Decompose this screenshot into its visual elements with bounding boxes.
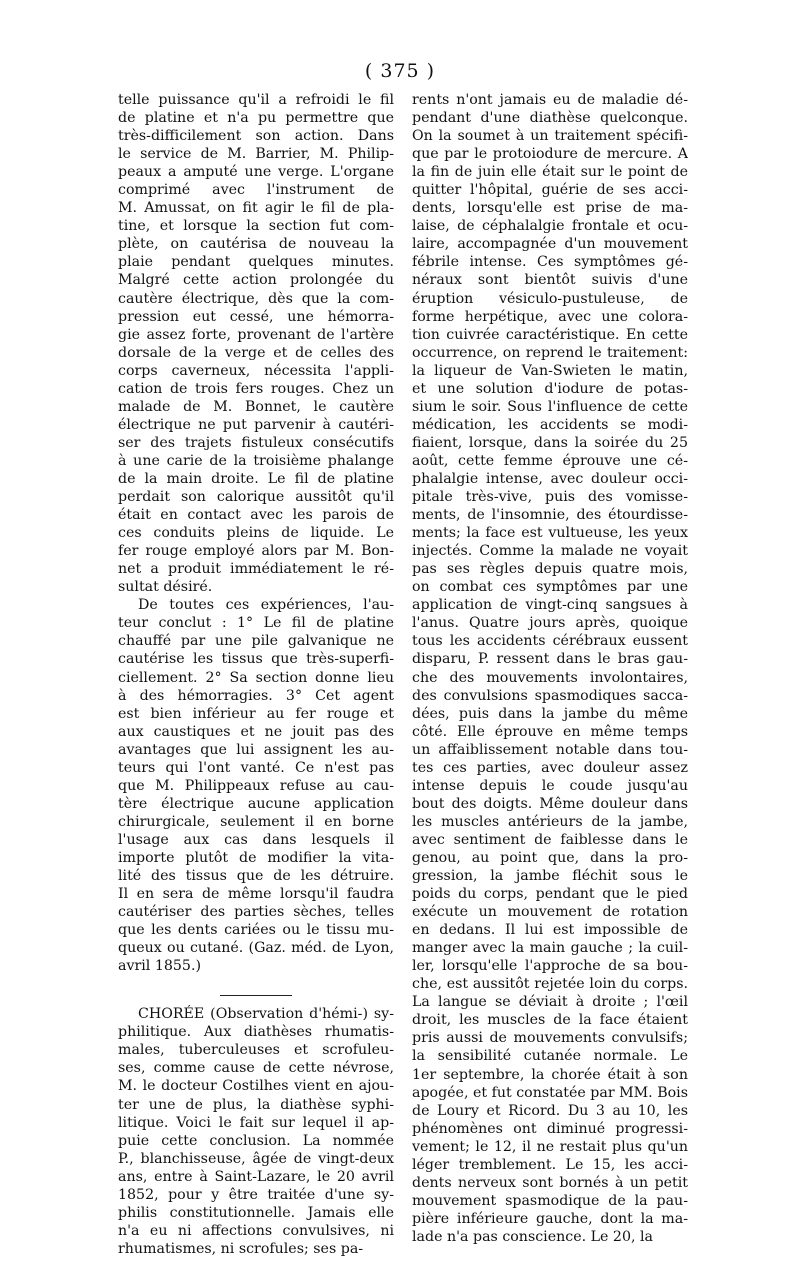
text-line: dents, lorsqu'elle est prise de ma- xyxy=(412,200,688,217)
text-line: perdait son calorique aussitôt qu'il xyxy=(118,489,394,506)
text-line: intense depuis le coude jusqu'au xyxy=(412,777,688,794)
text-line: queux ou cutané. (Gaz. méd. de Lyon, xyxy=(118,940,394,957)
paragraph-pile-platine xyxy=(118,91,394,596)
text-line: un affaiblissement notable dans tou- xyxy=(412,741,688,758)
paragraph-choree xyxy=(118,1005,394,1258)
text-line: avec sentiment de faiblesse dans le xyxy=(412,831,688,848)
text-line: plaie pendant quelques minutes. xyxy=(118,254,394,271)
text-line: lité des tissus que de les détruire. xyxy=(118,868,394,885)
text-line: pière inférieure gauche, dont la ma- xyxy=(412,1210,688,1227)
text-line: ser des trajets fistuleux consécutifs xyxy=(118,434,394,451)
text-line: quitter l'hôpital, guérie de ses acci- xyxy=(412,182,688,199)
text-line: cautère électrique, dès que la com- xyxy=(118,290,394,307)
text-line: application de vingt-cinq sangsues à xyxy=(412,597,688,614)
text-line: de platine et n'a pu permettre que xyxy=(118,110,394,127)
text-line: sium le soir. Sous l'influence de cette xyxy=(412,398,688,415)
text-line: côté. Elle éprouve en même temps xyxy=(412,723,688,740)
text-line: ses, comme cause de cette névrose, xyxy=(118,1060,394,1077)
text-line: et une solution d'iodure de potas- xyxy=(412,380,688,397)
text-line: de la main droite. Le fil de platine xyxy=(118,470,394,487)
text-line: puie cette conclusion. La nommée xyxy=(118,1132,394,1149)
text-line: ler, lorsqu'elle l'approche de sa bou- xyxy=(412,958,688,975)
text-line: La langue se déviait à droite ; l'œil xyxy=(412,994,688,1011)
text-line: n'a eu ni affections convulsives, ni xyxy=(118,1222,394,1239)
text-line: peaux a amputé une verge. L'organe xyxy=(118,164,394,181)
text-line: pris aussi de mouvements convulsifs; xyxy=(412,1030,688,1047)
text-line: dées, puis dans la jambe du même xyxy=(412,705,688,722)
text-line: On la soumet à un traitement spécifi- xyxy=(412,128,688,145)
text-line: avril 1855.) xyxy=(118,958,201,975)
text-line: médication, les accidents se modi- xyxy=(412,416,688,433)
text-line: éruption vésiculo-pustuleuse, de xyxy=(412,290,688,307)
right-column xyxy=(412,91,688,1246)
text-line: l'anus. Quatre jours après, quoique xyxy=(412,615,688,632)
text-line: exécute un mouvement de rotation xyxy=(412,904,688,921)
text-line: en dedans. Il lui est impossible de xyxy=(412,922,688,939)
text-line: comprimé avec l'instrument de xyxy=(118,182,394,199)
text-line: 1er septembre, la chorée était à son xyxy=(412,1066,688,1083)
text-line: apogée, et fut constatée par MM. Bois xyxy=(412,1084,688,1101)
text-line: tine, et lorsque la section fut com- xyxy=(118,218,394,235)
text-line: à une carie de la troisième phalange xyxy=(118,452,394,469)
text-line: philis constitutionnelle. Jamais elle xyxy=(118,1204,394,1221)
text-line: De toutes ces expériences, l'au- xyxy=(138,597,394,614)
text-line: phénomènes ont diminué progressi- xyxy=(412,1120,688,1137)
text-line: gression, la jambe fléchit sous le xyxy=(412,868,688,885)
text-line: teurs qui l'ont vanté. Ce n'est pas xyxy=(118,759,394,776)
text-line: ments, de l'insomnie, des étourdisse- xyxy=(412,507,688,524)
text-line: CHORÉE (Observation d'hémi-) sy- xyxy=(138,1006,394,1023)
text-line: rhumatismes, ni scrofules; ses pa- xyxy=(118,1240,364,1257)
text-line: que les dents cariées ou le tissu mu- xyxy=(118,922,394,939)
text-line: forme herpétique, avec une colora- xyxy=(412,308,688,325)
text-line: de Loury et Ricord. Du 3 au 10, les xyxy=(412,1102,688,1119)
text-line: ciellement. 2° Sa section donne lieu xyxy=(118,669,394,686)
text-line: laire, accompagnée d'un mouvement xyxy=(412,236,688,253)
text-line: gie assez forte, provenant de l'artère xyxy=(118,326,394,343)
text-line: phalalgie intense, avec douleur occi- xyxy=(412,470,688,487)
text-line: ter une de plus, la diathèse syphi- xyxy=(118,1096,394,1113)
text-line: léger tremblement. Le 15, les acci- xyxy=(412,1156,688,1173)
text-line: Il en sera de même lorsqu'il faudra xyxy=(118,886,394,903)
text-line: la sensibilité cutanée normale. Le xyxy=(412,1048,688,1065)
text-line: importe plutôt de modifier la vita- xyxy=(118,849,394,866)
text-line: che, est aussitôt rejetée loin du corps. xyxy=(412,976,688,993)
text-line: vement; le 12, il ne restait plus qu'un xyxy=(412,1138,688,1155)
page-number: ( 375 ) xyxy=(364,60,436,82)
text-line: que par le protoiodure de mercure. A xyxy=(412,146,688,163)
text-line: che des mouvements involontaires, xyxy=(412,669,688,686)
text-line: tous les accidents cérébraux eussent xyxy=(412,633,688,650)
text-line: tère électrique aucune application xyxy=(118,795,394,812)
left-column xyxy=(118,91,394,1258)
text-line: laise, de céphalalgie frontale et ocu- xyxy=(412,218,688,235)
text-line: la fin de juin elle était sur le point de xyxy=(412,164,688,181)
text-line: litique. Voici le fait sur lequel il ap- xyxy=(118,1114,394,1131)
text-line: chauffé par une pile galvanique ne xyxy=(118,633,394,650)
text-line: fer rouge employé alors par M. Bon- xyxy=(118,543,394,560)
text-line: pression eut cessé, une hémorra- xyxy=(118,308,394,325)
text-line: bout des doigts. Même douleur dans xyxy=(412,795,688,812)
text-line: droit, les muscles de la face étaient xyxy=(412,1012,688,1029)
text-line: électrique ne put parvenir à cautéri- xyxy=(118,416,394,433)
text-line: tion cuivrée caractéristique. En cette xyxy=(412,326,688,343)
text-line: mouvement spasmodique de la pau- xyxy=(412,1192,688,1209)
text-line: disparu, P. ressent dans le bras gau- xyxy=(412,651,688,668)
text-line: injectés. Comme la malade ne voyait xyxy=(412,543,688,560)
text-line: pitale très-vive, puis des vomisse- xyxy=(412,489,688,506)
text-line: pas ses règles depuis quatre mois, xyxy=(412,561,688,578)
text-line: à des hémorragies. 3° Cet agent xyxy=(118,687,394,704)
text-line: fiaient, lorsque, dans la soirée du 25 xyxy=(412,434,688,451)
text-line: était en contact avec les parois de xyxy=(118,507,394,524)
text-line: corps caverneux, nécessita l'appli- xyxy=(118,362,394,379)
text-line: dorsale de la verge et de celles des xyxy=(118,344,394,361)
text-line: teur conclut : 1° Le fil de platine xyxy=(118,615,394,632)
text-line: avantages que lui assignent les au- xyxy=(118,741,394,758)
text-line: cautérise les tissus que très-superfi- xyxy=(118,651,394,668)
text-line: on combat ces symptômes par une xyxy=(412,579,688,596)
text-line: poids du corps, pendant que le pied xyxy=(412,886,688,903)
text-line: malade de M. Bonnet, le cautère xyxy=(118,398,394,415)
text-line: le service de M. Barrier, M. Philip- xyxy=(118,146,394,163)
text-line: les muscles antérieurs de la jambe, xyxy=(412,813,688,830)
text-line: néraux sont bientôt suivis d'une xyxy=(412,272,688,289)
text-line: telle puissance qu'il a refroidi le fil xyxy=(118,92,394,108)
text-line: dents nerveux sont bornés à un petit xyxy=(412,1174,688,1191)
text-line: males, tuberculeuses et scrofuleu- xyxy=(118,1042,394,1059)
text-line: ans, entre à Saint-Lazare, le 20 avril xyxy=(118,1168,394,1185)
section-divider xyxy=(220,995,292,996)
text-line: sultat désiré. xyxy=(118,579,213,596)
text-line: la liqueur de Van-Swieten le matin, xyxy=(412,362,688,379)
text-line: net a produit immédiatement le ré- xyxy=(118,561,394,578)
text-line: M. Amussat, on fit agir le fil de pla- xyxy=(118,200,394,217)
text-line: ments; la face est vultueuse, les yeux xyxy=(412,525,688,542)
text-line: rents n'ont jamais eu de maladie dé- xyxy=(412,92,688,108)
text-line: août, cette femme éprouve une cé- xyxy=(412,452,688,469)
text-line: P., blanchisseuse, âgée de vingt-deux xyxy=(118,1150,394,1167)
text-line: chirurgicale, seulement il en borne xyxy=(118,813,394,830)
text-line: Malgré cette action prolongée du xyxy=(118,272,394,289)
text-line: l'usage aux cas dans lesquels il xyxy=(118,831,394,848)
text-line: fébrile intense. Ces symptômes gé- xyxy=(412,254,688,271)
text-line: cation de trois fers rouges. Chez un xyxy=(118,380,394,397)
text-line: manger avec la main gauche ; la cuil- xyxy=(412,940,688,957)
text-line: tes ces parties, avec douleur assez xyxy=(412,759,688,776)
text-line: que M. Philippeaux refuse au cau- xyxy=(118,777,394,794)
text-line: pendant d'une diathèse quelconque. xyxy=(412,110,688,127)
text-line: plète, on cautérisa de nouveau la xyxy=(118,236,394,253)
text-line: philitique. Aux diathèses rhumatis- xyxy=(118,1024,394,1041)
text-line: occurrence, on reprend le traitement: xyxy=(412,344,688,361)
text-line: 1852, pour y être traitée d'une sy- xyxy=(118,1186,394,1203)
text-line: aux caustiques et ne jouit pas des xyxy=(118,723,394,740)
text-line: lade n'a pas conscience. Le 20, la xyxy=(412,1228,654,1245)
paragraph-choree-continued xyxy=(412,91,688,1246)
text-line: des convulsions spasmodiques sacca- xyxy=(412,687,688,704)
text-line: genou, au point que, dans la pro- xyxy=(412,849,688,866)
text-line: M. le docteur Costilhes vient en ajou- xyxy=(118,1078,394,1095)
text-line: très-difficilement son action. Dans xyxy=(118,128,394,145)
paragraph-conclusion xyxy=(118,596,394,975)
text-line: est bien inférieur au fer rouge et xyxy=(118,705,394,722)
text-line: cautériser des parties sèches, telles xyxy=(118,904,394,921)
text-line: ces conduits pleins de liquide. Le xyxy=(118,525,394,542)
